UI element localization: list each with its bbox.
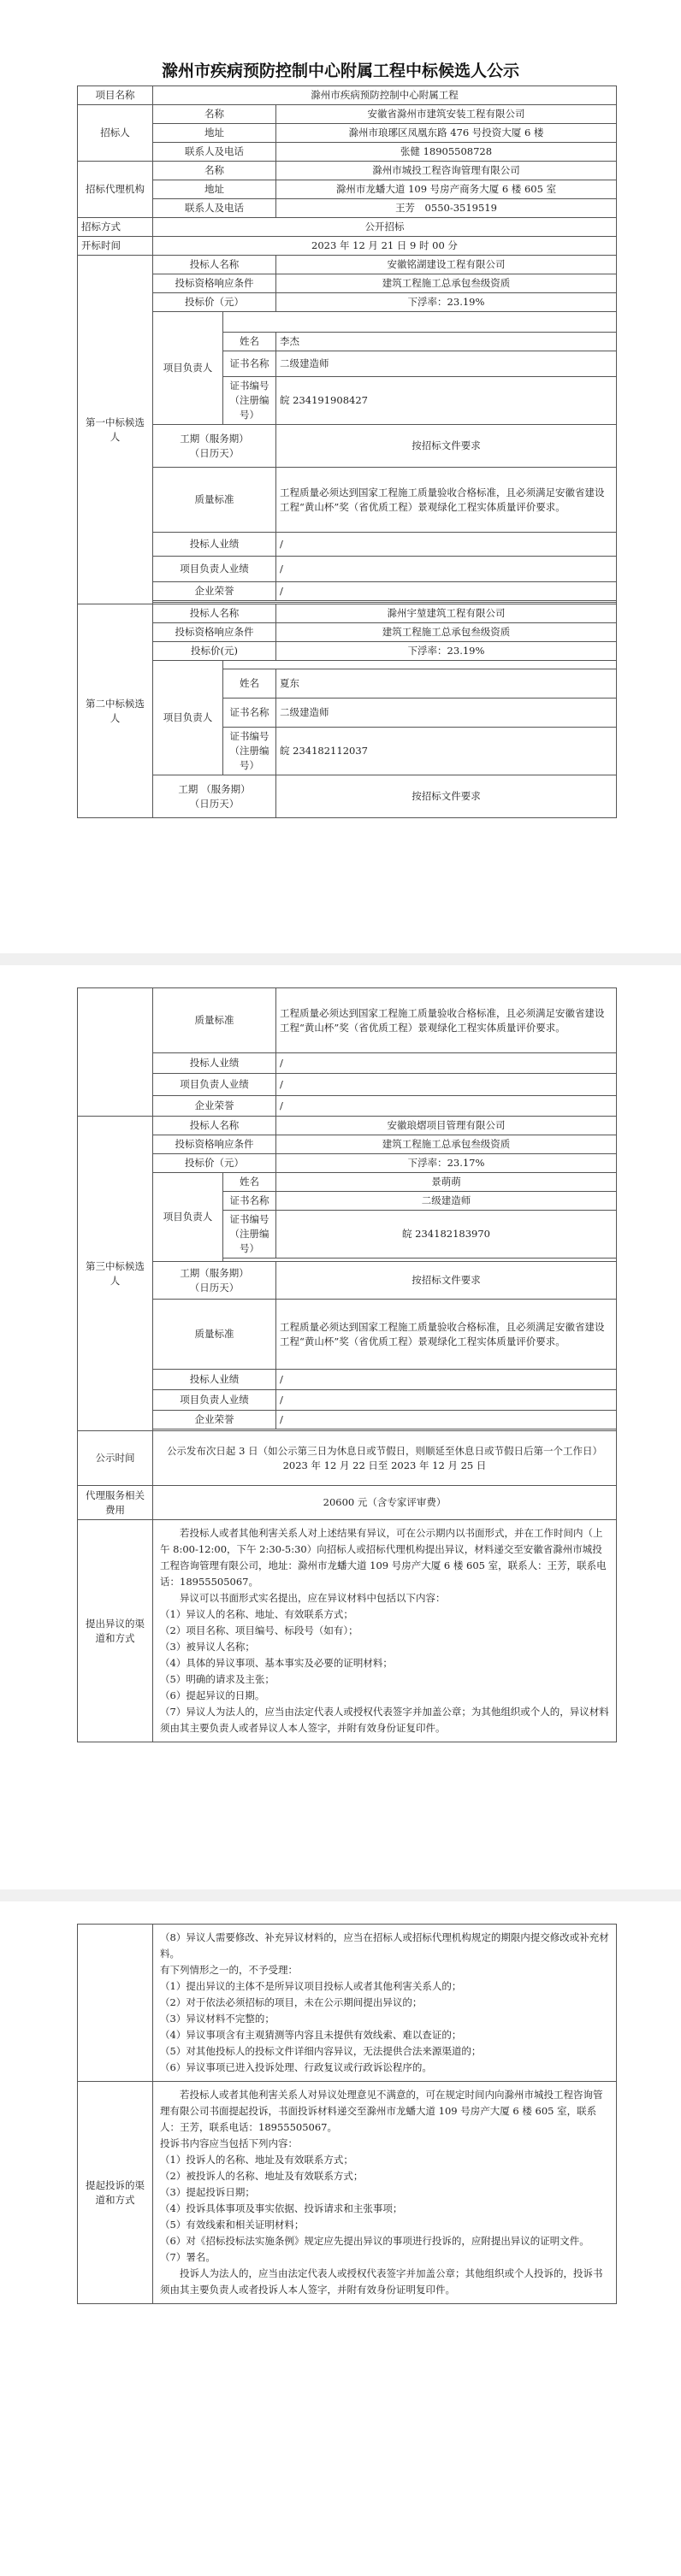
first-period: 按招标文件要求 [276, 425, 617, 468]
tenderer-contact: 张健 18905508728 [276, 143, 617, 162]
objection-line: （2）项目名称、项目编号、标段号（如有）； [160, 1624, 358, 1636]
objection-line: （8）异议人需要修改、补充异议材料的，应当在招标人或招标代理机构规定的期限内提交修改或补充材料。 [160, 1931, 609, 1960]
document-title: 滁州市疾病预防控制中心附属工程中标候选人公示 [161, 62, 519, 80]
objection-line: （5）对其他投标人的投标文件详细内容异议，无法提供合法来源渠道的； [160, 2045, 482, 2057]
first-cert-number: 皖 234191908427 [276, 377, 617, 425]
second-manager-performance: / [276, 1074, 617, 1096]
second-quality: 工程质量必须达到国家工程施工质量验收合格标准，且必须满足安徽省建设工程“黄山杯”奖（省优质工程）景观绿化工程实体质量评价要求。 [276, 988, 617, 1053]
objection-line: （1）异议人的名称、地址、有效联系方式； [160, 1608, 353, 1620]
price-label: 投标价（元） [153, 1154, 276, 1173]
first-credit: / [276, 582, 617, 601]
complaint-content [153, 2082, 617, 2304]
objection-continued [78, 1925, 153, 2082]
agent-address: 滁州市龙蟠大道 109 号房产商务大厦 6 楼 605 室 [276, 180, 617, 199]
page-gap [0, 1889, 681, 1901]
third-bidder-name: 安徽琅熠项目管理有限公司 [276, 1117, 617, 1135]
objection-content-continued [153, 1925, 617, 2082]
tenderer-name: 安徽省滁州市建筑安装工程有限公司 [276, 105, 617, 124]
publicity-rule: 公示发布次日起 3 日（如公示第三日为休息日或节假日，则顺延至休息日或节假日后第一个工作日） [166, 1444, 603, 1457]
objection-content [153, 1520, 617, 1742]
method-value: 公开招标 [153, 218, 617, 237]
bidder-performance-label: 投标人业绩 [153, 1053, 276, 1074]
complaint-line: 若投标人或者其他利害关系人对异议处理意见不满意的，可在规定时间内向滁州市城投工程咨询管理有限公司书面提起投诉，书面投诉材料递交至滁州市龙蟠大道 109 号房产大厦 6 楼 605 室，联系人：王芳，联系电话：18955505067。 [160, 2089, 603, 2133]
first-candidate-label: 第一中标候选人 [78, 256, 153, 604]
objection-line: （3）被异议人名称； [160, 1641, 255, 1653]
open-time-label: 开标时间 [78, 237, 153, 256]
period-label: 工期（服务期） （日历天） [153, 1262, 276, 1300]
bidder-name-label: 投标人名称 [153, 1117, 276, 1135]
third-manager-name: 景萌萌 [276, 1173, 617, 1192]
third-qualification: 建筑工程施工总承包叁级资质 [276, 1135, 617, 1154]
second-candidate-label: 第二中标候选人 [78, 604, 153, 818]
method-label: 招标方式 [78, 218, 153, 237]
bidder-performance-label: 投标人业绩 [153, 533, 276, 557]
quality-label: 质量标准 [153, 1300, 276, 1370]
second-bidder-name: 滁州宇堃建筑工程有限公司 [276, 604, 617, 623]
complaint-line: （3）提起投诉日期； [160, 2186, 255, 2198]
complaint-line: （6）对《招标投标法实施条例》规定应先提出异议的事项进行投诉的，应附提出异议的证明文件。 [160, 2235, 589, 2247]
first-price: 下浮率：23.19% [276, 293, 617, 312]
agent-name: 滁州市城投工程咨询管理有限公司 [276, 162, 617, 180]
period-label: 工期（服务期） （日历天） [153, 425, 276, 468]
complaint-line: （4）投诉具体事项及事实依据、投诉请求和主张事项； [160, 2202, 403, 2214]
bidder-performance-label: 投标人业绩 [153, 1370, 276, 1390]
complaint-label: 提起投诉的渠道和方式 [78, 2082, 153, 2304]
second-bidder-performance: / [276, 1053, 617, 1074]
manager-label: 项目负责人 [153, 312, 223, 425]
price-label: 投标价（元） [153, 293, 276, 312]
second-cert-number: 皖 234182112037 [276, 728, 617, 775]
cert-number-label: 证书编号 （注册编号） [223, 728, 276, 775]
second-credit: / [276, 1096, 617, 1117]
second-price: 下浮率：23.19% [276, 642, 617, 661]
tenderer-contact-label: 联系人及电话 [153, 143, 276, 162]
second-manager-name: 夏东 [276, 669, 617, 699]
price-label: 投标价(元) [153, 642, 276, 661]
third-cert-name: 二级建造师 [276, 1192, 617, 1211]
fee-label: 代理服务相关费用 [78, 1486, 153, 1520]
period-label: 工期 （服务期） （日历天） [153, 775, 276, 818]
credit-label: 企业荣誉 [153, 1096, 276, 1117]
complaint-line: 投诉书内容应当包括下列内容： [160, 2137, 298, 2149]
complaint-line: （1）投诉人的名称、地址及有效联系方式； [160, 2154, 353, 2166]
objection-line: （6）提起异议的日期。 [160, 1689, 265, 1701]
cert-number-label: 证书编号 （注册编号） [223, 1211, 276, 1259]
objection-line: （6）异议事项已进入投诉处理、行政复议或行政诉讼程序的。 [160, 2061, 432, 2073]
third-period: 按招标文件要求 [276, 1262, 617, 1300]
objection-line: 若投标人或者其他利害关系人对上述结果有异议，可在公示期内以书面形式，并在工作时间内（上午 8:00-12:00，下午 2:30-5:30）向招标人或招标代理机构提出异议，材料递交至安徽省滁州市城投工程咨询管理有限公司，地址：滁州市龙蟠大道 109 号房产大厦 6 楼 605 室，联系人：王芳，联系电话：18955505067。 [160, 1527, 607, 1588]
third-credit: / [276, 1411, 617, 1429]
cert-name-label: 证书名称 [223, 1192, 276, 1211]
bidder-name-label: 投标人名称 [153, 604, 276, 623]
announcement-table-page3 [77, 1924, 617, 2304]
first-manager-name: 李杰 [276, 333, 617, 351]
project-name-value: 滁州市疾病预防控制中心附属工程 [153, 86, 617, 105]
open-time-value: 2023 年 12 月 21 日 9 时 00 分 [153, 237, 617, 256]
first-cert-name: 二级建造师 [276, 351, 617, 377]
announcement-table-page2 [77, 987, 617, 1742]
manager-name-label: 姓名 [223, 1173, 276, 1192]
quality-label: 质量标准 [153, 988, 276, 1053]
objection-line: （1）提出异议的主体不是所异议项目投标人或者其他利害关系人的； [160, 1980, 462, 1992]
complaint-line: （7）署名。 [160, 2251, 216, 2263]
agent-contact-label: 联系人及电话 [153, 199, 276, 218]
qualification-label: 投标资格响应条件 [153, 623, 276, 642]
fee-value: 20600 元（含专家评审费） [153, 1486, 617, 1520]
credit-label: 企业荣誉 [153, 1411, 276, 1429]
complaint-line: （5）有效线索和相关证明材料； [160, 2219, 305, 2231]
second-cert-name: 二级建造师 [276, 699, 617, 728]
objection-line: （4）异议事项含有主观猜测等内容且未提供有效线索、难以查证的； [160, 2029, 462, 2041]
objection-line: （3）异议材料不完整的； [160, 2013, 275, 2025]
second-qualification: 建筑工程施工总承包叁级资质 [276, 623, 617, 642]
third-quality: 工程质量必须达到国家工程施工质量验收合格标准，且必须满足安徽省建设工程“黄山杯”奖（省优质工程）景观绿化工程实体质量评价要求。 [276, 1300, 617, 1370]
objection-line: 有下列情形之一的，不予受理： [160, 1964, 298, 1976]
spacer [223, 312, 617, 333]
tenderer-address-label: 地址 [153, 124, 276, 143]
publicity-value [153, 1431, 617, 1486]
manager-performance-label: 项目负责人业绩 [153, 1074, 276, 1096]
third-candidate-label: 第三中标候选人 [78, 1117, 153, 1431]
complaint-line: （2）被投诉人的名称、地址及有效联系方式； [160, 2170, 364, 2182]
objection-label: 提出异议的渠道和方式 [78, 1520, 153, 1742]
manager-performance-label: 项目负责人业绩 [153, 557, 276, 582]
first-bidder-performance: / [276, 533, 617, 557]
agent-address-label: 地址 [153, 180, 276, 199]
tenderer-name-label: 名称 [153, 105, 276, 124]
manager-label: 项目负责人 [153, 661, 223, 775]
objection-line: （4）具体的异议事项、基本事实及必要的证明材料； [160, 1657, 393, 1669]
objection-line: （5）明确的请求及主张； [160, 1673, 275, 1685]
objection-line: 异议可以书面形式实名提出，应在异议材料中包括以下内容： [180, 1592, 446, 1604]
first-quality: 工程质量必须达到国家工程施工质量验收合格标准，且必须满足安徽省建设工程“黄山杯”奖（省优质工程）景观绿化工程实体质量评价要求。 [276, 468, 617, 533]
publicity-label: 公示时间 [78, 1431, 153, 1486]
third-bidder-performance: / [276, 1370, 617, 1390]
objection-line: （2）对于依法必须招标的项目，未在公示期间提出异议的； [160, 1996, 423, 2008]
manager-label: 项目负责人 [153, 1173, 223, 1262]
third-manager-performance: / [276, 1390, 617, 1411]
manager-name-label: 姓名 [223, 669, 276, 699]
cert-number-label: 证书编号 （注册编号） [223, 377, 276, 425]
complaint-line: 投诉人为法人的，应当由法定代表人或授权代表签字并加盖公章；其他组织或个人投诉的，投诉书须由其主要负责人或者投诉人本人签字，并附有效身份证明复印件。 [160, 2267, 603, 2296]
third-price: 下浮率：23.17% [276, 1154, 617, 1173]
first-manager-performance: / [276, 557, 617, 582]
tenderer-label: 招标人 [78, 105, 153, 162]
first-qualification: 建筑工程施工总承包叁级资质 [276, 274, 617, 293]
agent-name-label: 名称 [153, 162, 276, 180]
second-candidate-continued [78, 988, 153, 1117]
manager-performance-label: 项目负责人业绩 [153, 1390, 276, 1411]
page-gap [0, 953, 681, 965]
qualification-label: 投标资格响应条件 [153, 1135, 276, 1154]
objection-line: （7）异议人为法人的，应当由法定代表人或授权代表签字并加盖公章；为其他组织或个人的，异议材料须由其主要负责人或者异议人本人签字，并附有效身份证复印件。 [160, 1706, 609, 1734]
third-cert-number: 皖 234182183970 [276, 1211, 617, 1259]
tenderer-address: 滁州市琅琊区凤凰东路 476 号投资大厦 6 楼 [276, 124, 617, 143]
manager-name-label: 姓名 [223, 333, 276, 351]
publicity-dates: 2023 年 12 月 22 日至 2023 年 12 月 25 日 [282, 1459, 487, 1471]
cert-name-label: 证书名称 [223, 699, 276, 728]
spacer [223, 661, 617, 669]
credit-label: 企业荣誉 [153, 582, 276, 601]
bidder-name-label: 投标人名称 [153, 256, 276, 274]
qualification-label: 投标资格响应条件 [153, 274, 276, 293]
announcement-table-page1 [77, 85, 617, 818]
cert-name-label: 证书名称 [223, 351, 276, 377]
project-name-label: 项目名称 [78, 86, 153, 105]
quality-label: 质量标准 [153, 468, 276, 533]
first-bidder-name: 安徽铭湖建设工程有限公司 [276, 256, 617, 274]
agent-label: 招标代理机构 [78, 162, 153, 218]
second-period: 按招标文件要求 [276, 775, 617, 818]
agent-contact: 王芳 0550-3519519 [276, 199, 617, 218]
